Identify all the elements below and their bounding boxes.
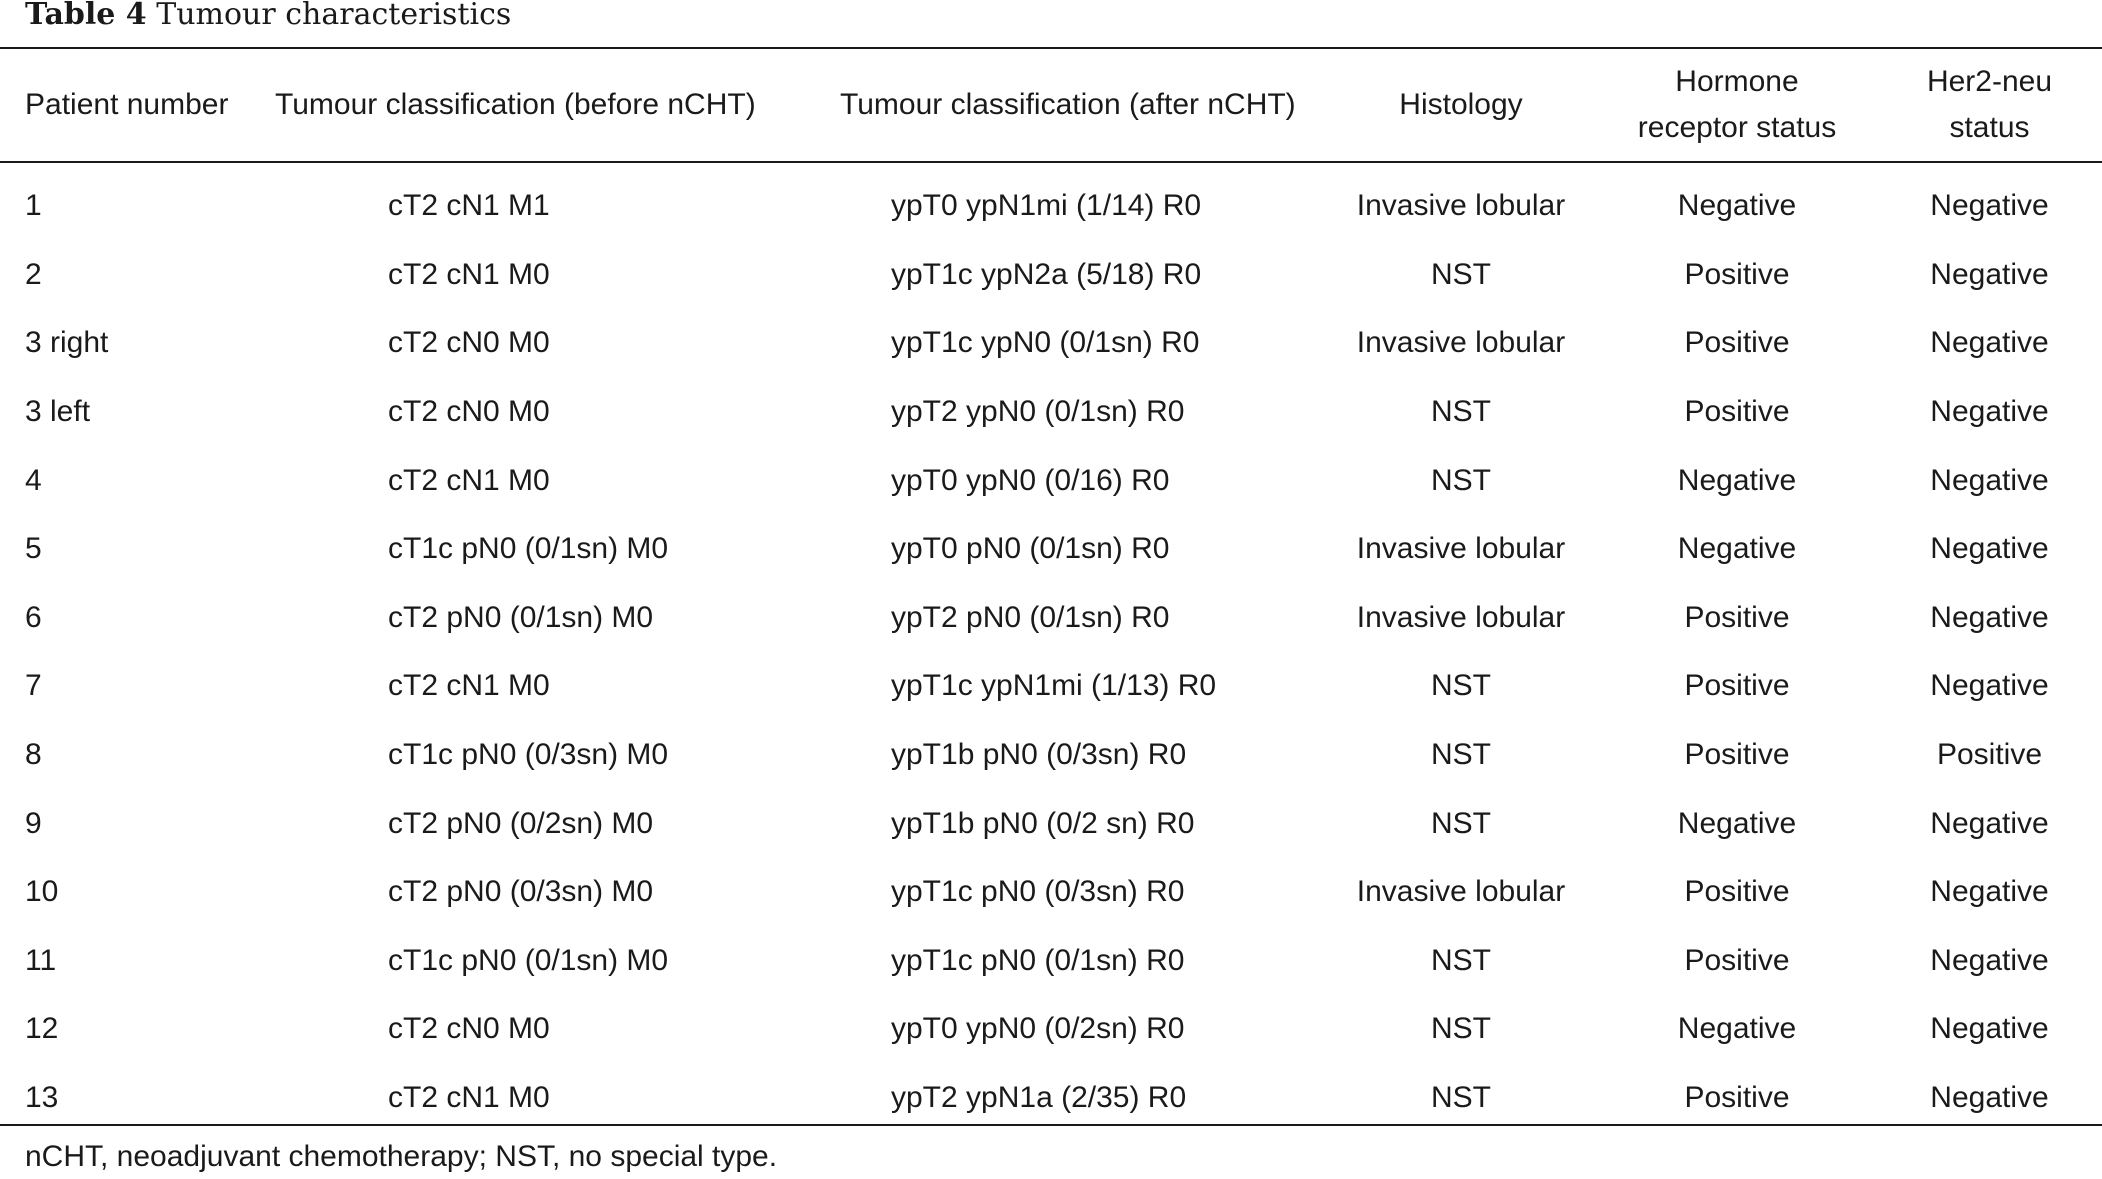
histology-cell: NST [1431, 395, 1491, 429]
patient-number-cell: 2 [25, 257, 42, 291]
her2neu-cell: Positive [1936, 738, 2043, 772]
header-hormone-receptor: Hormone receptor status [1637, 65, 1837, 144]
histology-cell: NST [1431, 1012, 1491, 1046]
after-nCHT-cell: ypT0 ypN0 (0/16) R0 [891, 463, 1170, 497]
histology-cell: NST [1431, 806, 1491, 840]
before-nCHT-cell: cT2 cN1 M0 [388, 669, 550, 703]
her2neu-cell: Negative [1930, 1081, 2049, 1115]
tumour-characteristics-table [0, 49, 2102, 1132]
hormone-receptor-cell: Positive [1684, 600, 1790, 634]
hormone-receptor-cell: Positive [1684, 943, 1790, 977]
header-row [0, 49, 2102, 161]
her2neu-cell: Negative [1930, 875, 2049, 909]
her2neu-cell: Negative [1930, 943, 2049, 977]
patient-number-cell: 10 [25, 875, 59, 909]
histology-cell: NST [1431, 257, 1491, 291]
histology-cell: Invasive lobular [1356, 532, 1566, 566]
table-row [0, 789, 2102, 858]
her2neu-cell: Negative [1930, 257, 2049, 291]
after-nCHT-cell: ypT2 pN0 (0/1sn) R0 [891, 600, 1170, 634]
hormone-receptor-cell: Positive [1684, 875, 1790, 909]
table-row [0, 515, 2102, 584]
her2neu-cell: Negative [1930, 806, 2049, 840]
hormone-receptor-cell: Positive [1684, 738, 1790, 772]
hormone-receptor-cell: Positive [1684, 326, 1790, 360]
table-row [0, 446, 2102, 515]
table-row [0, 378, 2102, 447]
table-row [0, 858, 2102, 927]
before-nCHT-cell: cT1c pN0 (0/1sn) M0 [388, 532, 669, 566]
after-nCHT-cell: ypT1c ypN1mi (1/13) R0 [891, 669, 1217, 703]
hormone-receptor-cell: Negative [1677, 189, 1797, 223]
after-nCHT-cell: ypT2 ypN1a (2/35) R0 [891, 1081, 1187, 1115]
hormone-receptor-cell: Positive [1684, 395, 1790, 429]
table-row [0, 652, 2102, 721]
table-footnote: nCHT, neoadjuvant chemotherapy; NST, no special type. [25, 1140, 778, 1173]
table-row [0, 309, 2102, 378]
table-row [0, 172, 2102, 241]
before-nCHT-cell: cT2 pN0 (0/1sn) M0 [388, 600, 654, 634]
before-nCHT-cell: cT2 pN0 (0/3sn) M0 [388, 875, 654, 909]
hormone-receptor-cell: Negative [1677, 806, 1797, 840]
hormone-receptor-cell: Positive [1684, 669, 1790, 703]
after-nCHT-cell: ypT0 ypN0 (0/2sn) R0 [891, 1012, 1185, 1046]
histology-cell: NST [1431, 669, 1491, 703]
her2neu-cell: Negative [1930, 395, 2049, 429]
after-nCHT-cell: ypT0 pN0 (0/1sn) R0 [891, 532, 1170, 566]
histology-cell: NST [1431, 943, 1491, 977]
after-nCHT-cell: ypT1c pN0 (0/1sn) R0 [891, 943, 1185, 977]
header-her2neu: Her2-neu status [1926, 65, 2053, 144]
her2neu-cell: Negative [1930, 189, 2049, 223]
her2neu-cell: Negative [1930, 532, 2049, 566]
after-nCHT-cell: ypT0 ypN1mi (1/14) R0 [891, 189, 1202, 223]
her2neu-cell: Negative [1930, 669, 2049, 703]
before-nCHT-cell: cT2 cN1 M1 [388, 189, 550, 223]
table-row [0, 241, 2102, 310]
her2neu-cell: Negative [1930, 1012, 2049, 1046]
table-row [0, 1064, 2102, 1133]
after-nCHT-cell: ypT2 ypN0 (0/1sn) R0 [891, 395, 1185, 429]
table-row [0, 927, 2102, 996]
histology-cell: NST [1431, 738, 1491, 772]
before-nCHT-cell: cT2 cN0 M0 [388, 1012, 550, 1046]
table-row [0, 995, 2102, 1064]
patient-number-cell: 3 right [25, 326, 109, 360]
histology-cell: Invasive lobular [1356, 875, 1566, 909]
table-row [0, 584, 2102, 653]
hormone-receptor-cell: Positive [1684, 257, 1790, 291]
her2neu-cell: Negative [1930, 326, 2049, 360]
patient-number-cell: 9 [25, 806, 42, 840]
header-before-nCHT: Tumour classification (before nCHT) [275, 88, 756, 121]
histology-cell: NST [1431, 1081, 1491, 1115]
patient-number-cell: 13 [25, 1081, 59, 1115]
patient-number-cell: 11 [25, 943, 57, 977]
histology-cell: NST [1431, 463, 1491, 497]
table-title: Tumour characteristics [156, 0, 512, 32]
before-nCHT-cell: cT2 cN0 M0 [388, 395, 550, 429]
patient-number-cell: 7 [25, 669, 42, 703]
patient-number-cell: 12 [25, 1012, 59, 1046]
header-after-nCHT: Tumour classification (after nCHT) [840, 88, 1296, 121]
patient-number-cell: 8 [25, 738, 42, 772]
header-patient-number: Patient number [25, 88, 229, 121]
patient-number-cell: 1 [25, 189, 42, 223]
hormone-receptor-cell: Negative [1677, 532, 1797, 566]
hormone-receptor-cell: Positive [1684, 1081, 1790, 1115]
before-nCHT-cell: cT2 cN1 M0 [388, 463, 550, 497]
table-label: Table 4 [25, 0, 147, 32]
hormone-receptor-cell: Negative [1677, 1012, 1797, 1046]
patient-number-cell: 4 [25, 463, 42, 497]
patient-number-cell: 5 [25, 532, 42, 566]
before-nCHT-cell: cT1c pN0 (0/1sn) M0 [388, 943, 669, 977]
histology-cell: Invasive lobular [1356, 189, 1566, 223]
patient-number-cell: 6 [25, 600, 42, 634]
patient-number-cell: 3 left [25, 395, 91, 429]
after-nCHT-cell: ypT1b pN0 (0/3sn) R0 [891, 738, 1187, 772]
after-nCHT-cell: ypT1b pN0 (0/2 sn) R0 [891, 806, 1195, 840]
before-nCHT-cell: cT2 pN0 (0/2sn) M0 [388, 806, 654, 840]
histology-cell: Invasive lobular [1356, 326, 1566, 360]
hormone-receptor-cell: Negative [1677, 463, 1797, 497]
after-nCHT-cell: ypT1c ypN2a (5/18) R0 [891, 257, 1202, 291]
after-nCHT-cell: ypT1c pN0 (0/3sn) R0 [891, 875, 1185, 909]
before-nCHT-cell: cT2 cN1 M0 [388, 1081, 550, 1115]
before-nCHT-cell: cT2 cN0 M0 [388, 326, 550, 360]
table-caption [25, 0, 511, 30]
histology-cell: Invasive lobular [1356, 600, 1566, 634]
header-histology: Histology [1399, 88, 1523, 121]
before-nCHT-cell: cT2 cN1 M0 [388, 257, 550, 291]
table-row [0, 721, 2102, 790]
after-nCHT-cell: ypT1c ypN0 (0/1sn) R0 [891, 326, 1200, 360]
her2neu-cell: Negative [1930, 600, 2049, 634]
before-nCHT-cell: cT1c pN0 (0/3sn) M0 [388, 738, 669, 772]
her2neu-cell: Negative [1930, 463, 2049, 497]
